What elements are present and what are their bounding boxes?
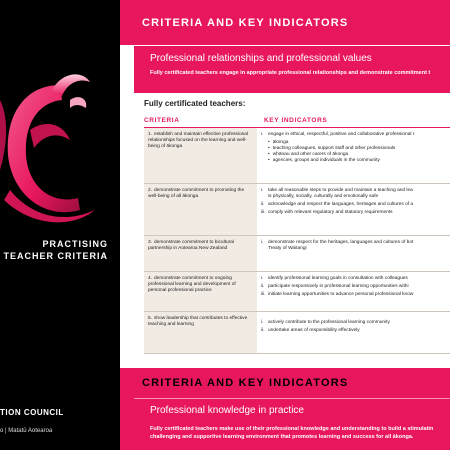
table-row	[144, 184, 450, 236]
column-header-criteria: CRITERIA	[144, 117, 180, 124]
indicators-cell: i. actively contribute to the professional learning community ii. undertake areas of responsibility effectively	[261, 320, 390, 333]
organization-subtitle: o | Matatū Aotearoa	[0, 428, 53, 434]
cover-title-line1: PRACTISING	[42, 239, 108, 249]
section1-header: CRITERIA AND KEY INDICATORS	[142, 16, 349, 29]
table-row	[144, 272, 450, 312]
criteria-cell: 1. establish and maintain effective professional relationships focused on the learning and well-being of ākonga	[144, 128, 257, 183]
table-row	[144, 312, 450, 354]
document-page	[120, 0, 450, 450]
indicators-cell: i. demonstrate respect for the heritages, languages and cultures of bot Treaty of Waitangi	[261, 240, 414, 251]
section1-header-band	[120, 0, 450, 45]
criteria-cell: 2. demonstrate commitment to promoting the well-being of all ākonga	[144, 184, 257, 235]
indicators-cell: i. take all reasonable steps to provide and maintain a teaching and lea is physically, socially, culturally and emotionally safe ii. acknowledge and respect the languages, heritages and cultures of a iii. comply with relevant regulatory and statutory requirements	[261, 188, 414, 215]
indicators-cell: i. identify professional learning goals in consultation with colleagues ii. participate responsively in professional learning opportunities withi iii. initiate learning opportunities to advance personal professional know	[261, 276, 414, 297]
criteria-cell: 3. demonstrate commitment to bicultural partnership in Aotearoa New Zealand	[144, 236, 257, 271]
cover-title-line2: TEACHER CRITERIA	[3, 251, 108, 261]
table-row	[144, 236, 450, 272]
column-header-indicators: KEY INDICATORS	[264, 117, 328, 124]
cover-panel	[0, 0, 120, 450]
list-item: • teaching colleagues, support staff and other professionals	[268, 146, 450, 152]
organization-name: TION COUNCIL	[0, 408, 64, 417]
section2-title: Professional knowledge in practice	[150, 405, 304, 416]
divider	[134, 92, 450, 93]
criteria-cell: 5. show leadership that contributes to effective teaching and learning	[144, 312, 257, 353]
list-item: • ākonga	[268, 140, 450, 146]
list-item: • agencies, groups and individuals in the community	[268, 158, 450, 164]
bullet-list	[268, 140, 450, 164]
section2-description: Fully certificated teachers make use of their professional knowledge and understanding to build a stimulatin challenging and supportive learning environment that promotes learning and success for all ākonga.	[150, 426, 434, 440]
table-header	[144, 116, 450, 128]
section1-title-box	[134, 46, 450, 92]
section1-description: Fully certificated teachers engage in appropriate professional relationships and demonstrate commitment t	[150, 70, 431, 76]
criteria-cell: 4. demonstrate commitment to ongoing professional learning and development of personal professional practice	[144, 272, 257, 311]
table-row	[144, 128, 450, 184]
indicators-cell: i. engage in ethical, respectful, positive and collaborative professional r • ākonga • teaching colleagues, support staff and other professionals • whānau and other carers of ākonga • agencies, groups and individuals in the community	[261, 132, 450, 165]
section1-title: Professional relationships and professional values	[150, 53, 372, 64]
teaching-council-logo-icon	[0, 60, 120, 230]
section2-title-box	[134, 398, 450, 450]
table-heading: Fully certificated teachers:	[144, 99, 246, 108]
list-item: • whānau and other carers of ākonga	[268, 152, 450, 158]
section2-header: CRITERIA AND KEY INDICATORS	[142, 377, 349, 389]
